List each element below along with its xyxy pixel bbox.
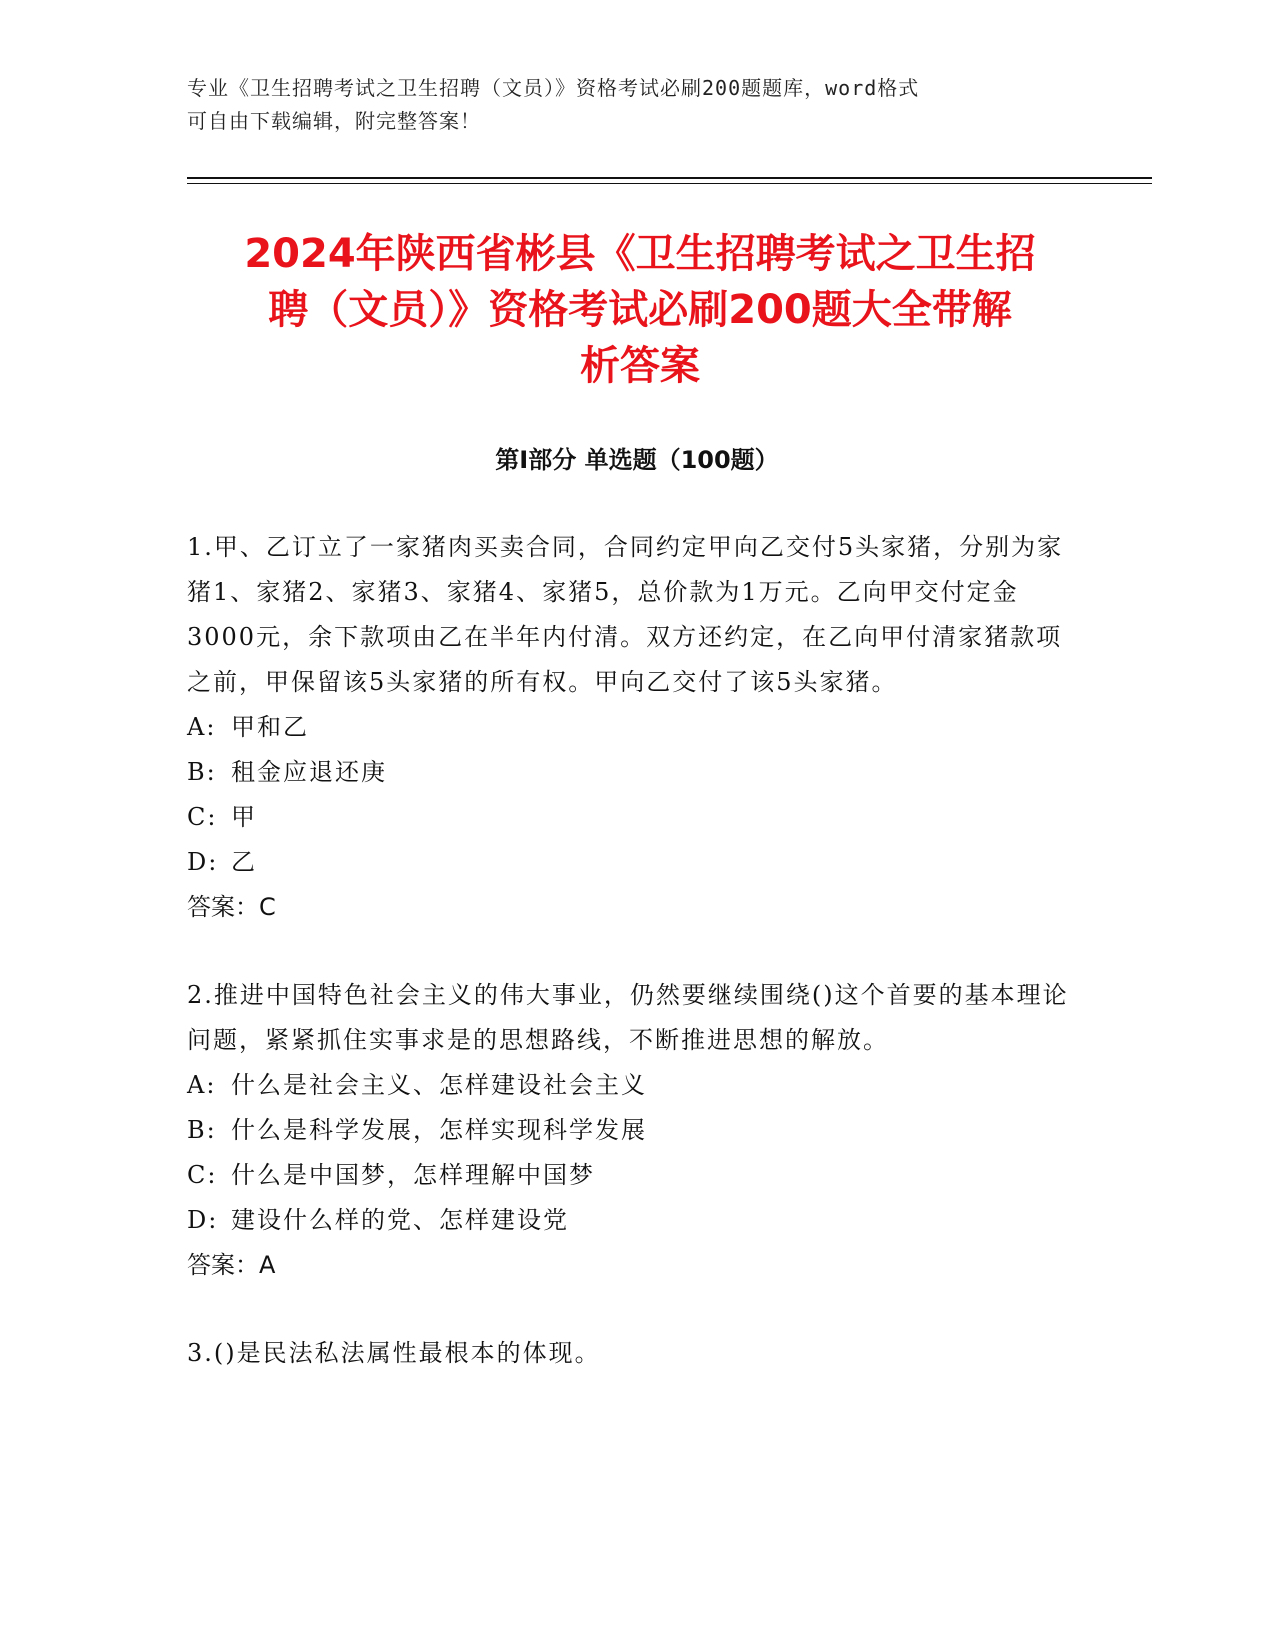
- option-letter: B:: [187, 758, 217, 786]
- option-text: 租金应退还庚: [231, 758, 387, 786]
- section-heading: 第Ⅰ部分 单选题（100题）: [495, 446, 779, 474]
- option-text: 乙: [231, 848, 257, 876]
- header-divider-thick: [187, 177, 1152, 179]
- option-text: 甲和乙: [231, 713, 309, 741]
- question-item: [187, 973, 1087, 1288]
- option-text: 什么是中国梦，怎样理解中国梦: [231, 1161, 595, 1189]
- document-title-line-2: 聘（文员）》资格考试必刷200题大全带解: [268, 287, 1012, 333]
- question-text: 1.甲、乙订立了一家猪肉买卖合同，合同约定甲向乙交付5头家猪，分别为家猪1、家猪2、家猪3、家猪4、家猪5，总价款为1万元。乙向甲交付定金3000元，余下款项由乙在半年内付清。双方还约定，在乙向甲付清家猪款项之前，甲保留该5头家猪的所有权。甲向乙交付了该5头家猪。: [187, 533, 1064, 696]
- option-letter: A:: [187, 713, 217, 741]
- header-divider-thin: [187, 183, 1152, 184]
- header-note-line-2: 可自由下载编辑，附完整答案！: [187, 109, 481, 133]
- option-letter: D:: [187, 1206, 219, 1234]
- option-row: [187, 1063, 1087, 1108]
- answer-label: 答案：C: [187, 893, 276, 921]
- option-letter: C:: [187, 1161, 218, 1189]
- question-item: [187, 1331, 1087, 1376]
- option-row: [187, 750, 1087, 795]
- option-letter: D:: [187, 848, 219, 876]
- option-row: [187, 1153, 1087, 1198]
- option-row: [187, 1108, 1087, 1153]
- option-row: [187, 840, 1087, 885]
- question-text: 2.推进中国特色社会主义的伟大事业，仍然要继续围绕()这个首要的基本理论问题，紧紧抓住实事求是的思想路线，不断推进思想的解放。: [187, 981, 1069, 1054]
- question-text: 3.()是民法私法属性最根本的体现。: [187, 1339, 601, 1367]
- question-list: [187, 525, 1087, 1419]
- option-text: 什么是科学发展，怎样实现科学发展: [231, 1116, 647, 1144]
- document-title: [180, 226, 1100, 394]
- document-title-line-1: 2024年陕西省彬县《卫生招聘考试之卫生招: [244, 231, 1036, 277]
- option-text: 建设什么样的党、怎样建设党: [231, 1206, 569, 1234]
- option-letter: A:: [187, 1071, 217, 1099]
- header-note: [187, 72, 1067, 138]
- header-note-line-1: 专业《卫生招聘考试之卫生招聘（文员）》资格考试必刷200题题库，word格式: [187, 76, 920, 100]
- option-row: [187, 1198, 1087, 1243]
- option-row: [187, 705, 1087, 750]
- question-item: [187, 525, 1087, 930]
- option-row: [187, 795, 1087, 840]
- option-text: 甲: [231, 803, 257, 831]
- option-letter: B:: [187, 1116, 217, 1144]
- option-letter: C:: [187, 803, 218, 831]
- document-title-line-3: 析答案: [580, 343, 700, 389]
- answer-label: 答案：A: [187, 1251, 276, 1279]
- option-text: 什么是社会主义、怎样建设社会主义: [231, 1071, 647, 1099]
